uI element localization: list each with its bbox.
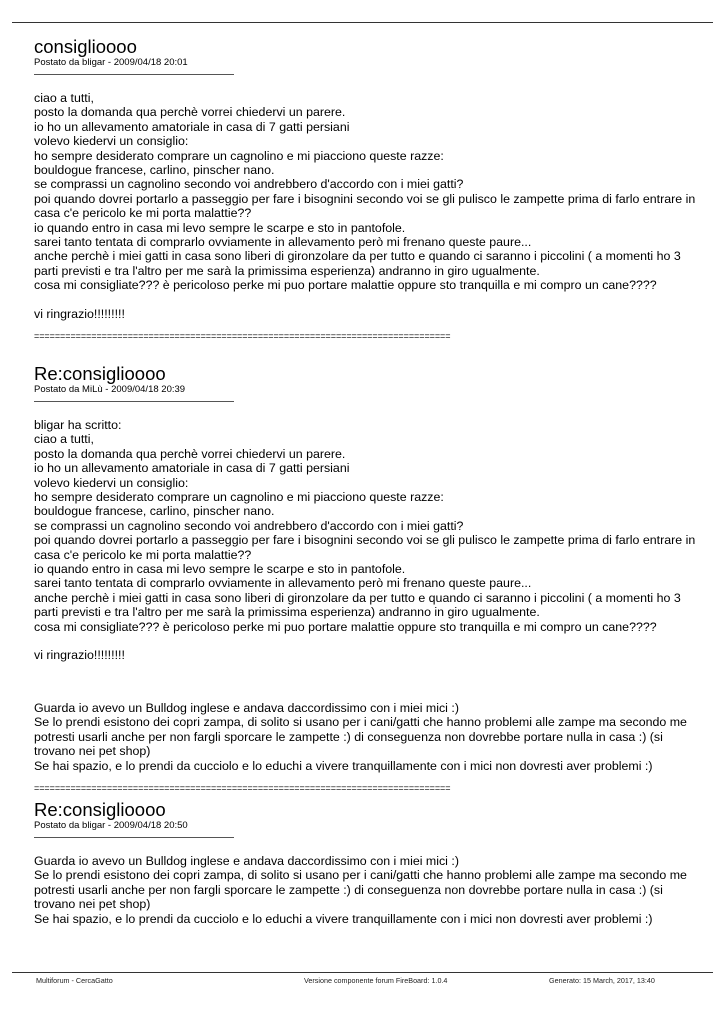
body-line: io ho un allevamento amatoriale in casa di 7 gatti persiani [34,119,350,134]
body-line: volevo kiedervi un consiglio: [34,134,189,149]
post-separator: ================================================================================ [34,782,451,793]
body-line: ho sempre desiderato comprare un cagnolino e mi piacciono queste razze: [34,148,444,163]
body-line: Guarda io avevo un Bulldog inglese e andava daccordissimo con i miei mici :) [34,700,459,715]
quote-line: parti previsti e tra l'altro per me sarà la primissima esperienza) andranno in giro ugualmente. [34,605,540,620]
quote-line: ho sempre desiderato comprare un cagnolino e mi piacciono queste razze: [34,490,444,505]
body-line: Se hai spazio, e lo prendi da cucciolo e lo educhi a vivere tranquillamente con i mici non dovresti aver problemi :) [34,911,653,926]
body-line: Se hai spazio, e lo prendi da cucciolo e lo educhi a vivere tranquillamente con i mici non dovresti aver problemi :) [34,758,653,773]
body-line: trovano nei pet shop) [34,897,151,912]
footer-generated: Generato: 15 March, 2017, 13:40 [549,976,655,985]
top-divider [12,22,713,23]
body-line: anche perchè i miei gatti in casa sono liberi di gironzolare da per tutto e quando ci saranno i piccolini ( a momenti ho 3 [34,249,681,264]
body-line: potresti usarli anche per non fargli sporcare le zampette :) di conseguenza non dovrebbe portare nulla in casa :) (si [34,729,663,744]
quote-line: io ho un allevamento amatoriale in casa di 7 gatti persiani [34,461,350,476]
footer-site: Multiforum - CercaGatto [36,976,113,985]
body-line: potresti usarli anche per non fargli sporcare le zampette :) di conseguenza non dovrebbe portare nulla in casa :) (si [34,882,663,897]
body-line: se comprassi un cagnolino secondo voi andrebbero d'accordo con i miei gatti? [34,177,464,192]
closing-line: vi ringrazio!!!!!!!!! [34,307,125,322]
footer-divider [12,972,713,973]
post-title: Re:consiglioooo [34,799,166,820]
post-separator: ================================================================================ [34,331,451,342]
body-line: casa c'e pericolo ke mi porta malattie?? [34,206,252,221]
quote-closing: vi ringrazio!!!!!!!!! [34,648,125,663]
body-line: ciao a tutti, [34,91,94,105]
quote-header: bligar ha scritto: [34,418,122,432]
quote-block [34,418,704,663]
body-line: bouldogue francese, carlino, pinscher nano. [34,163,275,178]
quote-line: anche perchè i miei gatti in casa sono liberi di gironzolare da per tutto e quando ci saranno i piccolini ( a momenti ho 3 [34,590,681,605]
forum-post-3 [34,800,704,926]
quote-line: poi quando dovrei portarlo a passeggio per fare i bisognini secondo voi se gli pulisco le zampette prima di farlo entrare in [34,533,696,548]
body-line: Se lo prendi esistono dei copri zampa, di solito si usano per i cani/gatti che hanno problemi alle zampe ma secondo me [34,715,687,730]
quote-line: bouldogue francese, carlino, pinscher nano. [34,504,275,519]
post-meta: Postato da bligar - 2009/04/18 20:50 [34,820,188,831]
post-body [34,701,704,773]
quote-line: volevo kiedervi un consiglio: [34,475,189,490]
post-body [34,91,704,321]
body-line: io quando entro in casa mi levo sempre le scarpe e sto in pantofole. [34,220,406,235]
quote-line: posto la domanda qua perchè vorrei chiedervi un parere. [34,446,346,461]
body-line: poi quando dovrei portarlo a passeggio per fare i bisognini secondo voi se gli pulisco le zampette prima di farlo entrare in [34,191,696,206]
body-line: sarei tanto tentata di comprarlo ovviamente in allevamento però mi frenano queste paure... [34,235,532,250]
body-line: Guarda io avevo un Bulldog inglese e andava daccordissimo con i miei mici :) [34,854,459,868]
quote-line: cosa mi consigliate??? è pericoloso perke mi puo portare malattie oppure sto tranquilla e mi compro un cane???? [34,619,657,634]
footer-version: Versione componente forum FireBoard: 1.0.4 [304,976,448,985]
body-line: parti previsti e tra l'altro per me sarà la primissima esperienza) andranno in giro ugualmente. [34,263,540,278]
post-body [34,854,704,926]
post-title: consiglioooo [34,36,137,57]
body-line: Se lo prendi esistono dei copri zampa, di solito si usano per i cani/gatti che hanno problemi alle zampe ma secondo me [34,868,687,883]
post-meta: Postato da MiLù - 2009/04/18 20:39 [34,384,186,395]
body-line: cosa mi consigliate??? è pericoloso perke mi puo portare malattie oppure sto tranquilla e mi compro un cane???? [34,278,657,293]
forum-post-2 [34,364,704,793]
quote-line: sarei tanto tentata di comprarlo ovviamente in allevamento però mi frenano queste paure... [34,576,532,591]
quote-line: se comprassi un cagnolino secondo voi andrebbero d'accordo con i miei gatti? [34,518,464,533]
quote-line: io quando entro in casa mi levo sempre le scarpe e sto in pantofole. [34,562,406,577]
post-meta: Postato da bligar - 2009/04/18 20:01 [34,57,188,68]
quote-line: casa c'e pericolo ke mi porta malattie?? [34,547,252,562]
post-title: Re:consiglioooo [34,363,166,384]
body-line: trovano nei pet shop) [34,744,151,759]
forum-post-1 [34,37,704,341]
quote-line: ciao a tutti, [34,432,94,447]
body-line: posto la domanda qua perchè vorrei chiedervi un parere. [34,105,346,120]
